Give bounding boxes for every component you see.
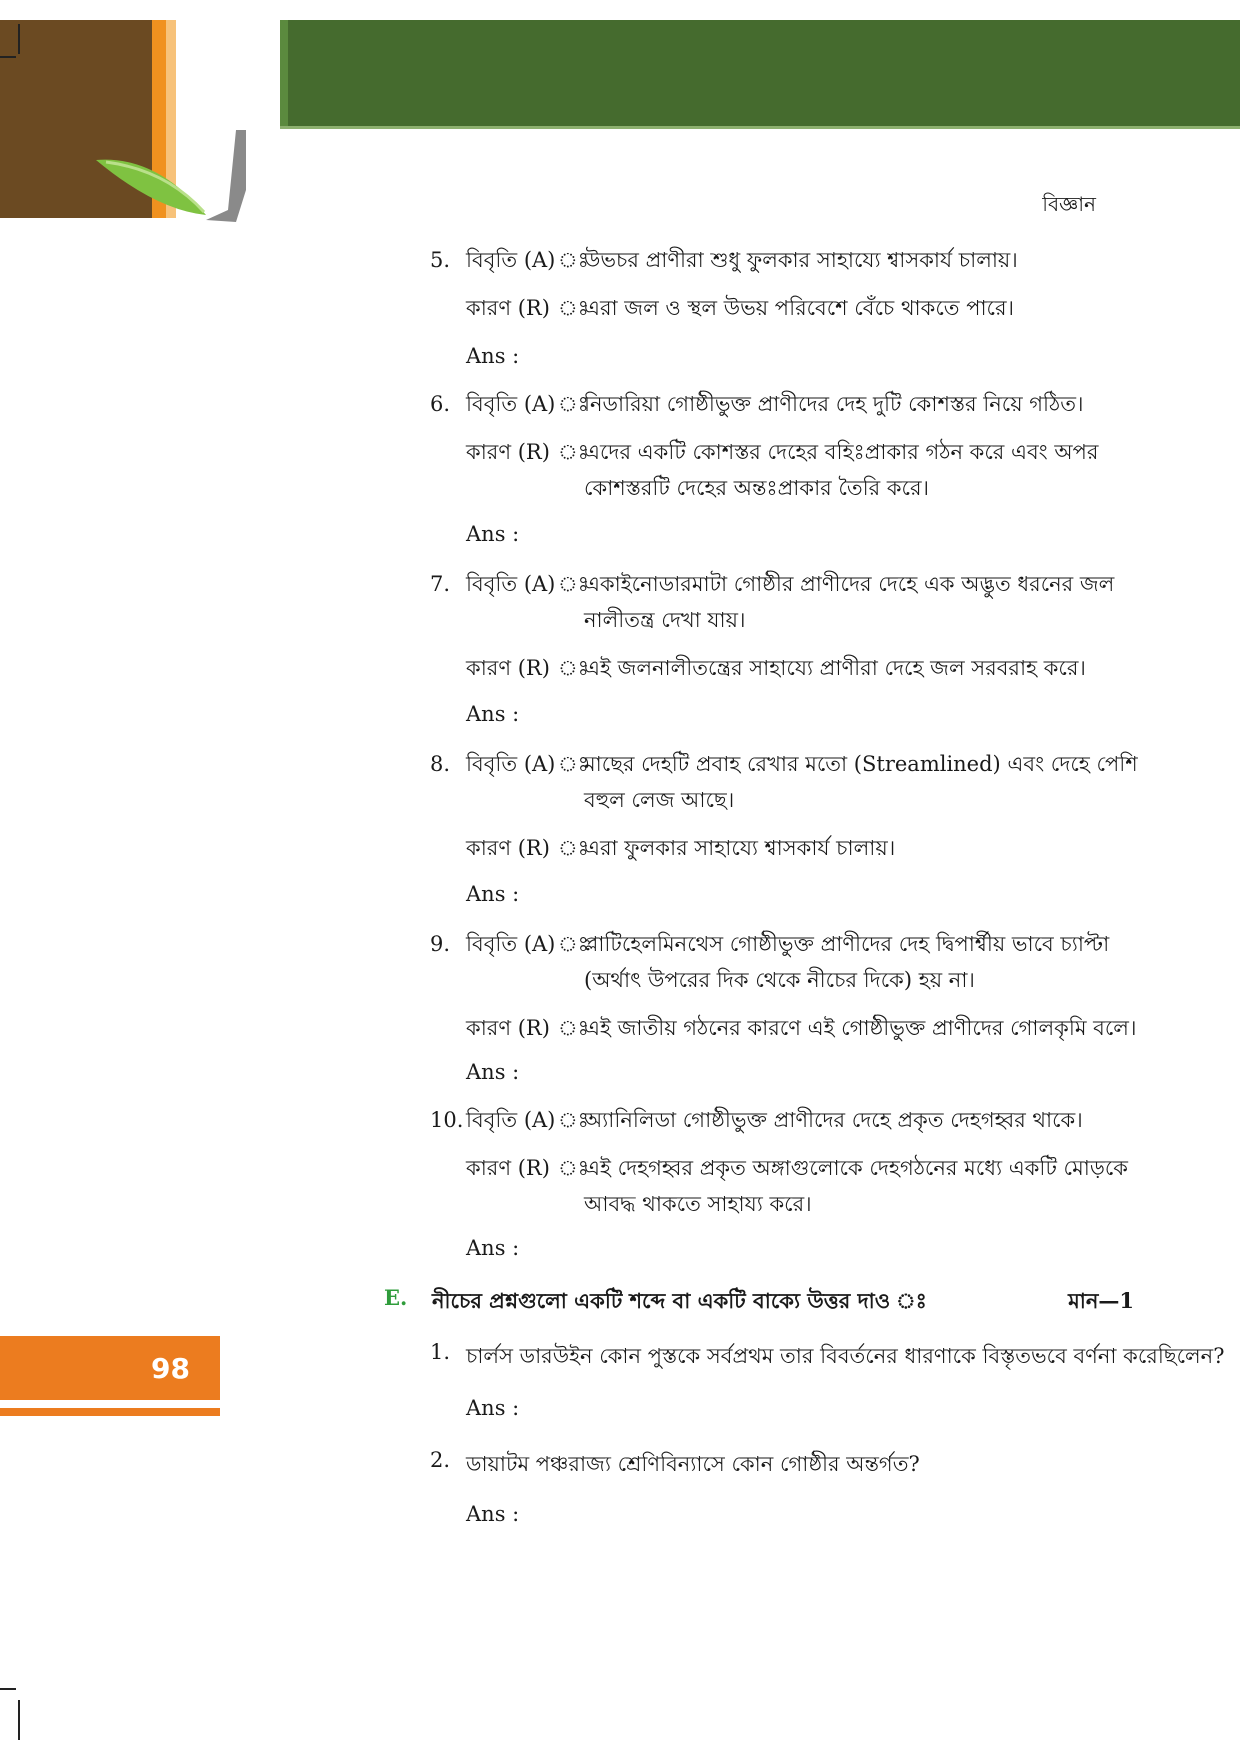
question-number: 5.	[430, 248, 451, 272]
header-green-line	[280, 126, 1240, 129]
separator: ঃ	[558, 656, 589, 680]
reason-label: কারণ (R)	[466, 1156, 550, 1180]
question-number: 9.	[430, 932, 451, 956]
reason-text: এদের একটি কোশস্তর দেহের বহিঃপ্রাকার গঠন করে এবং অপর কোশস্তরটি দেহের অন্তঃপ্রাকার তৈরি করে।	[584, 440, 1099, 500]
answer-label: Ans :	[466, 1396, 520, 1420]
subject-title: বিজ্ঞান	[1042, 192, 1096, 216]
crop-mark	[0, 56, 16, 58]
separator: ঃ	[558, 752, 589, 776]
statement-text: প্লাটিহেলমিনথেস গোষ্ঠীভুক্ত প্রাণীদের দেহ দ্বিপার্শ্বীয় ভাবে চ্যাপ্টা (অর্থাৎ উপরের দিক থেকে নীচের দিকে) হয় না।	[584, 932, 1110, 992]
separator: ঃ	[558, 392, 589, 416]
question-number: 2.	[430, 1448, 451, 1472]
question-number: 8.	[430, 752, 451, 776]
separator: ঃ	[558, 248, 589, 272]
reason-text: এই জলনালীতন্ত্রের সাহায্যে প্রাণীরা দেহে জল সরবরাহ করে।	[584, 656, 1086, 680]
reason-label: কারণ (R)	[466, 296, 550, 320]
page-number-underline	[0, 1408, 220, 1416]
statement-text: অ্যানিলিডা গোষ্ঠীভুক্ত প্রাণীদের দেহে প্রকৃত দেহগহ্বর থাকে।	[584, 1108, 1083, 1132]
answer-label: Ans :	[466, 1502, 520, 1526]
separator: ঃ	[558, 1156, 589, 1180]
section-marks: মান—1	[1068, 1288, 1134, 1313]
statement-text: নিডারিয়া গোষ্ঠীভুক্ত প্রাণীদের দেহ দুটি কোশস্তর নিয়ে গঠিত।	[584, 392, 1084, 416]
statement-label: বিবৃতি (A)	[466, 752, 556, 776]
separator: ঃ	[558, 1108, 589, 1132]
answer-label: Ans :	[466, 702, 520, 726]
reason-label: কারণ (R)	[466, 656, 550, 680]
section-letter: E.	[384, 1285, 408, 1310]
statement-label: বিবৃতি (A)	[466, 932, 556, 956]
answer-label: Ans :	[466, 522, 520, 546]
reason-label: কারণ (R)	[466, 1016, 550, 1040]
question-text: চার্লস ডারউইন কোন পুস্তকে সর্বপ্রথম তার বিবর্তনের ধারণাকে বিস্তৃতভবে বর্ণনা করেছিলেন?	[466, 1344, 1225, 1368]
answer-label: Ans :	[466, 1060, 520, 1084]
separator: ঃ	[558, 932, 589, 956]
reason-text: এরা ফুলকার সাহায্যে শ্বাসকার্য চালায়।	[584, 836, 896, 860]
statement-label: বিবৃতি (A)	[466, 248, 556, 272]
leaf-graphic	[96, 130, 266, 230]
reason-label: কারণ (R)	[466, 836, 550, 860]
reason-text: এরা জল ও স্থল উভয় পরিবেশে বেঁচে থাকতে পারে।	[584, 296, 1015, 320]
reason-text: এই জাতীয় গঠনের কারণে এই গোষ্ঠীভুক্ত প্রাণীদের গোলকৃমি বলে।	[584, 1016, 1137, 1040]
crop-mark	[18, 1700, 20, 1740]
question-number: 6.	[430, 392, 451, 416]
question-number: 1.	[430, 1340, 451, 1364]
statement-text: উভচর প্রাণীরা শুধু ফুলকার সাহায্যে শ্বাসকার্য চালায়।	[584, 248, 1018, 272]
crop-mark	[18, 24, 20, 54]
separator: ঃ	[558, 572, 589, 596]
statement-label: বিবৃতি (A)	[466, 572, 556, 596]
question-number: 7.	[430, 572, 451, 596]
answer-label: Ans :	[466, 882, 520, 906]
answer-label: Ans :	[466, 344, 520, 368]
question-text: ডায়াটম পঞ্চরাজ্য শ্রেণিবিন্যাসে কোন গোষ্ঠীর অন্তর্গত?	[466, 1452, 920, 1476]
reason-text: এই দেহগহ্বর প্রকৃত অঙ্গাগুলোকে দেহগঠনের মধ্যে একটি মোড়কে আবদ্ধ থাকতে সাহায্য করে।	[584, 1156, 1128, 1216]
crop-mark	[0, 1688, 16, 1690]
separator: ঃ	[558, 1016, 589, 1040]
statement-text: একাইনোডারমাটা গোষ্ঠীর প্রাণীদের দেহে এক অদ্ভুত ধরনের জল নালীতন্ত্র দেখা যায়।	[584, 572, 1115, 632]
section-instruction: নীচের প্রশ্নগুলো একটি শব্দে বা একটি বাক্যে উত্তর দাও ঃ	[432, 1288, 927, 1313]
separator: ঃ	[558, 836, 589, 860]
statement-text: মাছের দেহটি প্রবাহ রেখার মতো (Streamlined) এবং দেহে পেশি বহুল লেজ আছে।	[584, 752, 1138, 812]
answer-label: Ans :	[466, 1236, 520, 1260]
statement-label: বিবৃতি (A)	[466, 1108, 556, 1132]
reason-label: কারণ (R)	[466, 440, 550, 464]
separator: ঃ	[558, 296, 589, 320]
question-number: 10.	[430, 1108, 464, 1132]
separator: ঃ	[558, 440, 589, 464]
page-number: 98	[0, 1336, 220, 1400]
header-green-band-edge	[280, 20, 288, 128]
header-green-band	[280, 20, 1240, 128]
statement-label: বিবৃতি (A)	[466, 392, 556, 416]
